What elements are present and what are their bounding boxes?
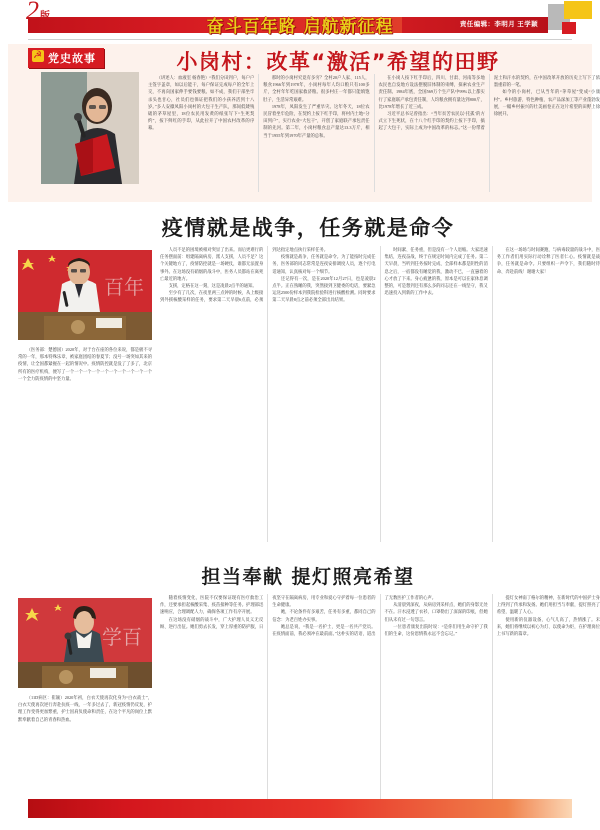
section-badge-label: 党史故事: [48, 52, 96, 65]
article2-paragraph: 疫情就是战争，任务就是命令。为了能按时完成任务，医务部的同志常常是连夜安排调度人员，逐个打电话通知，认真核对每一个细节。: [272, 254, 376, 274]
masthead-red-square: [562, 22, 576, 34]
svg-text:百年: 百年: [104, 275, 144, 299]
article1-paragraph: 1978年，凤阳发生了严重旱灾。这年冬天，18位农民冒着坐牢危险，在契约上按下红手印，将村内土地“分田到户”，实行农业“大包干”，开创了家庭联产承包责任制的先河。第二年，小岗村粮食总产量达13.3万斤，相当于1955年到1970年产量的总和。: [263, 103, 370, 138]
article3-caption: [18, 694, 152, 723]
photo-man-at-podium-illustration: [18, 250, 152, 340]
article-epidemic-is-war: [8, 212, 600, 552]
article3-paragraph: 从清晨到深夜，从病房到采样点，她们的身影无处不在。汗水浸透了衣衫，口罩勒出了深深的印痕，但她们从未有过一句怨言。: [384, 602, 488, 622]
article3-paragraph: 在这场没有硝烟的战斗中，广大护理人员义无反顾、逆行出征。她们剪去长发，穿上厚重的防护服，日夜坚守在隔离病房，用专业和爱心守护着每一位患者的生命健康。: [160, 595, 376, 629]
masthead-yellow-square: [564, 1, 592, 19]
article3-paragraph: 一位患者康复出院时说：“是你们用生命守护了我们的生命，这份恩情我永远不会忘记。”: [384, 623, 488, 637]
page-title: 奋斗百年路 启航新征程: [0, 12, 600, 37]
article3-body: [160, 594, 600, 816]
article1-headline: 小岗村：改革“激活”希望的田野: [176, 50, 500, 74]
article-party-history: [8, 44, 600, 202]
article3-paragraph: 提灯女神南丁格尔的精神，在新时代的中国护士身上得到了传承和发扬。她们用担当与奉献，提灯照亮了希望，温暖了人心。: [496, 595, 600, 615]
deputy-editor: [260, 4, 415, 17]
article2-columns: [160, 246, 600, 542]
photo-speaker-woman-illustration: [41, 72, 139, 184]
footer-bar: [28, 799, 572, 818]
article1-paragraph: 那时的小岗村究竟有多穷？全村20户人家、115人，粮食1966年到1978年，小岗村每年人均口粮只有100多斤，全村年年吃国家救济粮。很多村庄一年都只能填饱肚子，生活异常艰难。: [263, 75, 370, 102]
svg-text:学百: 学百: [102, 625, 142, 649]
chief-editor-label: 总编：: [62, 7, 91, 17]
article1-paragraph: 在小岗人按下红手印后，四川、甘肃、河南等多地农民也自发地方设法摆脱旧体制的束缚，探索农业生产责任制。1984年底，全国569万个生产队中99%以上都实行了家庭联产承包责任制，人均粮食拥有量达到800斤，比1978年增长了近三成。: [378, 75, 485, 109]
article3-paragraph: 随着疫情变化，医院不仅要保证现有医疗救治工作，还要承担起核酸采集、疫苗接种等任务。护理部迅速响应，合理调配人力，确保各项工作有序开展。: [160, 595, 264, 615]
responsible-editor: [460, 19, 538, 28]
article2-headline: 疫情就是战争，任务就是命令: [161, 216, 455, 240]
article3-photo: [18, 598, 152, 688]
article1-columns: [148, 74, 600, 192]
section-badge: [28, 48, 104, 68]
hammer-sickle-icon: ☭: [33, 50, 43, 61]
article2-paragraph: 时间紧、任务重，但是没有一个人退缩。大家迅速集结，连夜奋战，终于在规定时间内完成了任务。第二天早晨，当听到任务按时完成、全部样本都是阴性的消息之后，一宿都没有睡觉的我，激动不已，一直悬着的心才放了下来。身心疲惫的我，原本是可以在家休息调整的，可是想到还有那么多的同志还在一线坚守，我又迅速投入到新的工作中去。: [384, 247, 488, 296]
article2-paragraph: 在这一场场与时间赛跑、与病毒较量的战斗中，医务工作者们用实际行动诠释了医者仁心。疫情就是战争，任务就是命令。只要组织一声令下，我们随时待命、奔赴前线！谢谢大家！: [496, 247, 600, 274]
article3-columns: [160, 594, 600, 816]
chief-editor: [62, 4, 143, 17]
article1-paragraph: 习近平总书记曾指出：“当年贫苦农民以‘托孤’的方式立下生死状，在十八个红手印的契约上按下手印，搞起了大包干，实际上成为中国改革的标志。”这一份带着泥土和汗水的契约，在中国改革开放的历史上写下了浓墨重彩的一笔。: [378, 75, 600, 131]
article3-paragraph: 她，不论条件有多艰苦，任务有多重，都同自己的信念：为老百姓办实事。: [272, 609, 376, 622]
responsible-editor-label: 责任编辑：: [459, 21, 495, 28]
article2-paragraph: 人员不足的困境被相对突显了出来。而后更难行的任务摆面前：组建隔离病房、派人支援，人员不足？这个关键地方了，疫情防控就是一场硬仗，谁都无法置身事外。在这场没有硝烟的战斗中，医务人员都站在离死亡最近的地方。: [160, 247, 264, 281]
article3-paragraph: 使用新的仪器设备，心气儿高了，热情涨了。未来，她们将继续以初心为灯、以使命为炬，在护理岗位上书写新的篇章。: [496, 616, 600, 637]
photo-woman-at-podium-illustration: [18, 598, 152, 688]
article2-body: [160, 246, 600, 542]
article1-paragraph: （讲述人：血液室 杨春艳）“我们分田到户，每户户主签字盖章，如以后能干，每户保证完成每户的全年上交，不再向国家伸手要钱要粮。如不成，我们干部坐牢杀头也甘心，社员们也保证把我们的小孩养活到十八岁。”多人安徽凤阳小岗村的大包干生产队，那间低矮残破的茅草屋里，18位农民用发黄的纸张写下“生死契约”，按下鲜红的手印，从此拉开了中国农村改革的序幕。: [148, 75, 255, 131]
article-dedication-lamp: [8, 562, 600, 824]
responsible-editor-names: 李明月 王学颖: [494, 21, 538, 28]
deputy-editor-names: 李贵华 王永光 夏文斌 宋岩: [298, 7, 416, 17]
article2-paragraph: 支援，定格在这一刻，这是凌晨2点半的通知。: [168, 283, 257, 289]
article1-photo: [41, 72, 139, 184]
article2-paragraph: 还记得有一次，是在2020年12月27日，也是凌晨2点半。正在熟睡的我，突然接到卫健委的电话，要紧急运送2500份样本到我院检验科进行核酸检测。同时要求第二天早晨8点之前必须全部出具结果。: [272, 275, 376, 303]
article2-caption-text: （医务部：楚德国）2020年，对于台在座的各位来说，都是极不寻常的一年，那本特殊乐章，被家庭团结的春夏节；没号一场突如其来的疫情，让全国都紧握在一起的情况中。疫情防控就是没了了多了，北京所有的医疗机构，便写了一个一个一个一个一个一个一个一个一个一个一个全力防疫情的中坚力量。: [18, 347, 152, 381]
chief-editor-names: 张新庆 陈方: [90, 7, 143, 17]
article3-headline: 担当奉献 提灯照亮希望: [201, 566, 415, 588]
article3-paragraph: 她总是说，“我是一名护士，更是一名共产党员。在疫情面前，我必须冲在最前面。”这朴实的话语，道出了无数医护工作者的心声。: [272, 595, 437, 637]
section-badge-party-history: [28, 48, 104, 68]
article2-photo: [18, 250, 152, 340]
article1-paragraph: 如今的小岗村，已从当年的“茅草屋”变成“小康村”。乡村旅游、特色种植、农产品深加工等产业蓬勃发展，一幅乡村振兴的壮美画卷正在这片希望的田野上徐徐展开。: [493, 89, 600, 117]
masthead-divider: [28, 39, 572, 40]
article2-paragraph: 至少有了几次，在夜里两三点钟的时候，从上级接到外援核酸采样的任务，要求第二天早晨6点前，必须到达指定地点执行采样任务。: [160, 247, 329, 303]
deputy-editor-label: 副总编：: [260, 7, 299, 17]
article3-caption-text: （11D病区：崔颖）2020年初，白衣天使再次化身为“白衣战士”，白衣天使再次逆行奔赴抗疫一线，一年多过去了，新冠疫情仍反复，护理工作变得更加繁重，护士因肩负使命和责任，在这个平凡的岗位上默默奉献着自己的青春和热血。: [18, 695, 152, 722]
article2-caption: [18, 346, 152, 382]
article1-body: [148, 74, 600, 192]
